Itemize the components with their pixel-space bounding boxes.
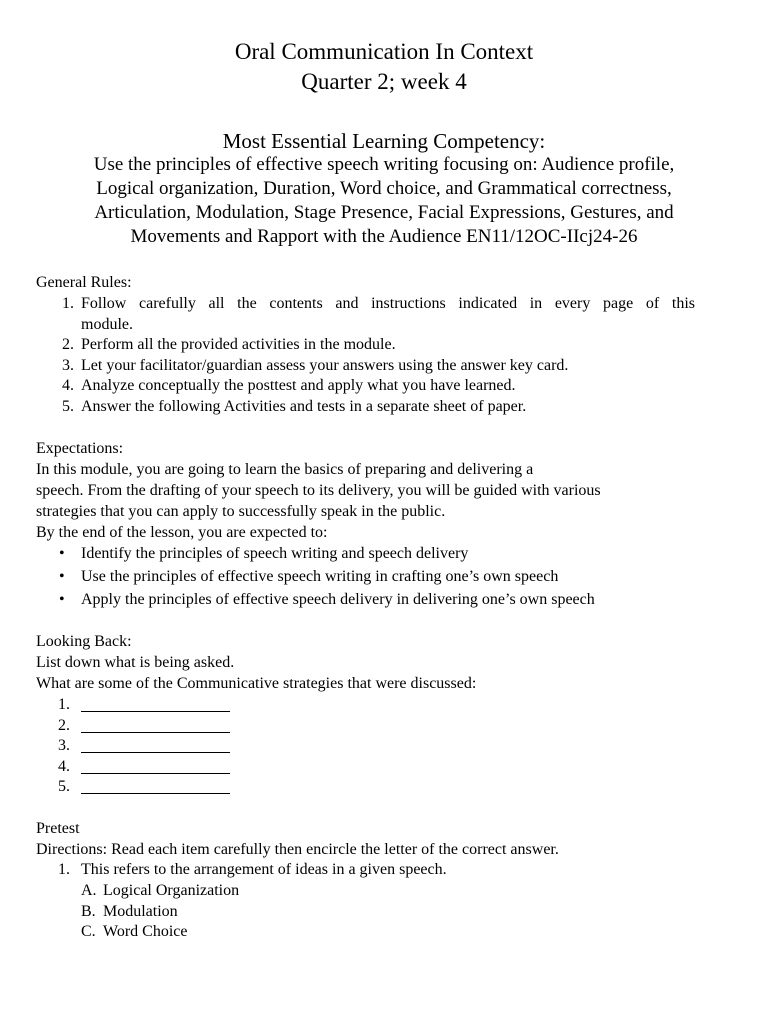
question-number: 1. [58,861,70,878]
answer-blank[interactable] [81,752,230,753]
expectation-bullet: Use the principles of effective speech writing in crafting one’s own speech [81,568,559,585]
general-rules-heading: General Rules: [36,274,132,291]
choice-text: Logical Organization [103,882,240,899]
rule-text: Let your facilitator/guardian assess your answers using the answer key card. [81,357,569,374]
expectations-heading: Expectations: [36,440,124,457]
rule-text: Analyze conceptually the posttest and apply what you have learned. [81,377,516,394]
answer-blank[interactable] [81,773,230,774]
document-title: Oral Communication In Context [234,39,534,64]
competency-line: Articulation, Modulation, Stage Presence, Facial Expressions, Gestures, and [94,202,674,223]
choice-letter[interactable]: B. [81,903,96,920]
document-subtitle: Quarter 2; week 4 [301,69,467,94]
answer-blank[interactable] [81,793,230,794]
rule-number: 3. [62,357,74,374]
rule-text: module. [81,316,133,333]
expectations-text: strategies that you can apply to successfully speak in the public. [36,503,446,520]
question-text: This refers to the arrangement of ideas in a given speech. [81,861,447,878]
bullet-icon: • [59,545,65,562]
blank-number: 5. [58,778,70,795]
expectation-bullet: Apply the principles of effective speech delivery in delivering one’s own speech [81,591,595,608]
rule-number: 2. [62,336,74,353]
looking-back-text: What are some of the Communicative strategies that were discussed: [36,675,477,692]
answer-blank[interactable] [81,732,230,733]
expectations-text: In this module, you are going to learn the basics of preparing and delivering a [36,461,534,478]
looking-back-text: List down what is being asked. [36,654,235,671]
competency-line: Movements and Rapport with the Audience EN11/12OC-IIcj24-26 [130,226,638,247]
blank-number: 2. [58,717,70,734]
blank-number: 3. [58,737,70,754]
blank-number: 4. [58,758,70,775]
pretest-heading: Pretest [36,820,80,837]
bullet-icon: • [59,568,65,585]
competency-line: Use the principles of effective speech writing focusing on: Audience profile, [93,154,675,175]
choice-letter[interactable]: C. [81,923,96,940]
expectation-bullet: Identify the principles of speech writing and speech delivery [81,545,469,562]
competency-heading: Most Essential Learning Competency: [222,129,546,153]
expectations-text: speech. From the drafting of your speech to its delivery, you will be guided with various [36,482,601,499]
competency-line: Logical organization, Duration, Word choice, and Grammatical correctness, [96,178,672,199]
blank-number: 1. [58,696,70,713]
expectations-text: By the end of the lesson, you are expected to: [36,524,328,541]
rule-number: 5. [62,398,74,415]
choice-text: Word Choice [103,923,188,940]
rule-text: Perform all the provided activities in the module. [81,336,396,353]
choice-letter[interactable]: A. [81,882,97,899]
rule-text: Answer the following Activities and tests in a separate sheet of paper. [81,398,527,415]
rule-number: 4. [62,377,74,394]
looking-back-heading: Looking Back: [36,633,132,650]
answer-blank[interactable] [81,711,230,712]
rule-text: Follow carefully all the contents and instructions indicated in every page of this [81,295,695,312]
choice-text: Modulation [103,903,178,920]
pretest-directions: Directions: Read each item carefully then encircle the letter of the correct answer. [36,841,559,858]
bullet-icon: • [59,591,65,608]
rule-number: 1. [62,295,74,312]
